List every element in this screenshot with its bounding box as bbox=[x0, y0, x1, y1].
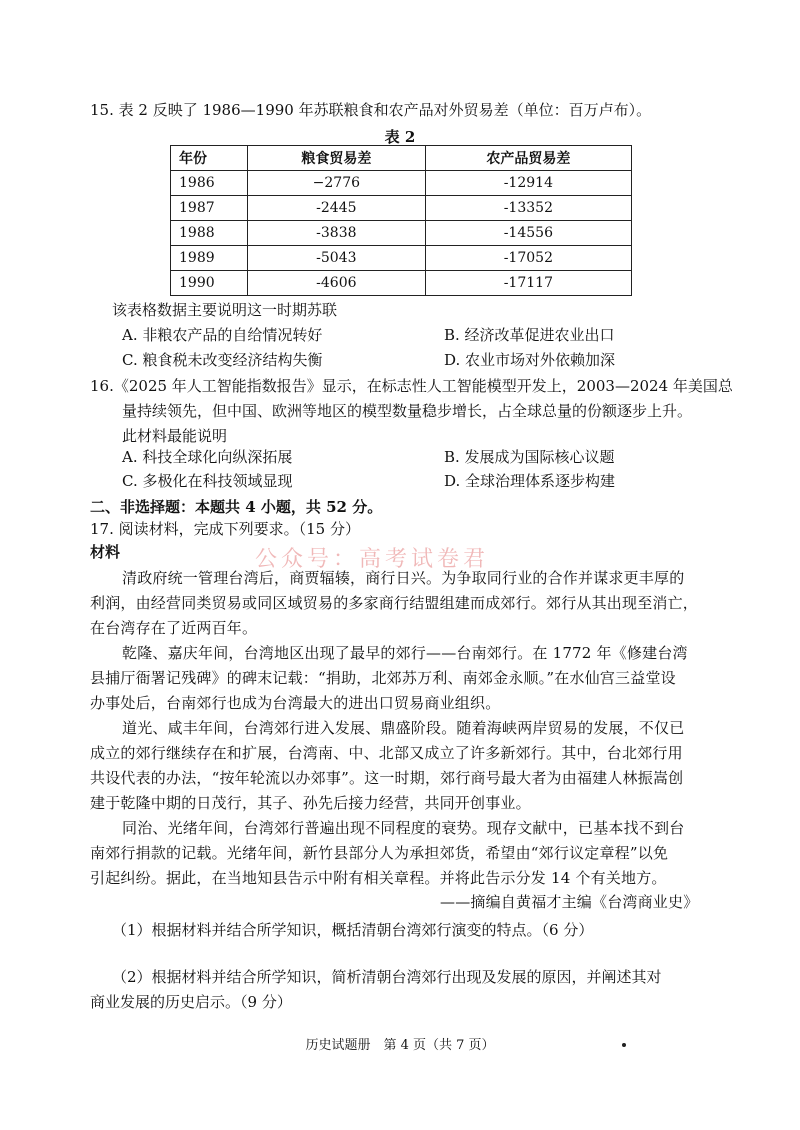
section-heading: 二、非选择题：本题共 4 小题，共 52 分。 bbox=[90, 498, 383, 516]
cell-year: 1989 bbox=[171, 246, 248, 271]
header-year: 年份 bbox=[171, 146, 248, 171]
q15-prompt: 该表格数据主要说明这一时期苏联 bbox=[112, 301, 338, 319]
q16-option-d: D. 全球治理体系逐步构建 bbox=[444, 472, 616, 490]
table-row bbox=[171, 246, 632, 271]
material-line: 引起纠纷。据此，在当地知县告示中附有相关章程。并将此告示分发 14 个有关地方。 bbox=[90, 869, 667, 887]
watermark: 公众号：高考试卷君 bbox=[255, 547, 490, 572]
ink-dot bbox=[622, 1043, 626, 1047]
q15-option-a: A. 非粮农产品的自给情况转好 bbox=[122, 326, 323, 344]
table-row bbox=[171, 196, 632, 221]
material-line: 利润，由经营同类贸易或同区域贸易的多家商行结盟组建而成郊行。郊行从其出现至消亡， bbox=[90, 594, 699, 612]
q17-stem: 17. 阅读材料，完成下列要求。（15 分） bbox=[90, 520, 360, 538]
q17-sub2-line2: 商业发展的历史启示。（9 分） bbox=[90, 993, 292, 1011]
q16-line1: 16.《2025 年人工智能指数报告》显示，在标志性人工智能模型开发上，2003—2024 年美国总 bbox=[90, 377, 733, 395]
cell-agri: -17052 bbox=[425, 246, 631, 271]
q16-line2: 量持续领先，但中国、欧洲等地区的模型数量稳步增长，占全球总量的份额逐步上升。 bbox=[122, 402, 693, 420]
material-line: 在台湾存在了近两百年。 bbox=[90, 619, 258, 637]
material-line: 共设代表的办法，“按年轮流以办郊事”。这一时期，郊行商号最大者为由福建人林振嵩创 bbox=[90, 769, 684, 787]
material-line: 建于乾隆中期的日茂行，其子、孙先后接力经营，共同开创事业。 bbox=[90, 794, 531, 812]
q16-option-a: A. 科技全球化向纵深拓展 bbox=[122, 448, 293, 466]
table-row bbox=[171, 271, 632, 296]
cell-grain: -2445 bbox=[248, 196, 426, 221]
cell-year: 1990 bbox=[171, 271, 248, 296]
q15-option-d: D. 农业市场对外依赖加深 bbox=[444, 351, 616, 369]
q16-option-c: C. 多极化在科技领域显现 bbox=[122, 472, 293, 490]
q16-option-b: B. 发展成为国际核心议题 bbox=[444, 448, 615, 466]
cell-grain: -4606 bbox=[248, 271, 426, 296]
cell-grain: -3838 bbox=[248, 221, 426, 246]
cell-grain: −2776 bbox=[248, 171, 426, 196]
material-line: 乾隆、嘉庆年间，台湾地区出现了最早的郊行——台南郊行。在 1772 年《修建台湾 bbox=[122, 644, 688, 662]
table-header-row bbox=[171, 146, 632, 171]
material-line: 办事处后，台南郊行也成为台湾最大的进出口贸易商业组织。 bbox=[90, 694, 501, 712]
cell-year: 1987 bbox=[171, 196, 248, 221]
material-source: ——摘编自黄福才主编《台湾商业史》 bbox=[440, 893, 699, 911]
cell-agri: -14556 bbox=[425, 221, 631, 246]
header-grain: 粮食贸易差 bbox=[248, 146, 426, 171]
material-line: 同治、光绪年间，台湾郊行普遍出现不同程度的衰势。现存文献中，已基本找不到台 bbox=[122, 819, 685, 837]
cell-agri: -12914 bbox=[425, 171, 631, 196]
q17-sub2-line1: （2）根据材料并结合所学知识，简析清朝台湾郊行出现及发展的原因，并阐述其对 bbox=[112, 968, 662, 986]
q17-sub1: （1）根据材料并结合所学知识，概括清朝台湾郊行演变的特点。（6 分） bbox=[112, 921, 594, 939]
material-line: 南郊行捐款的记载。光绪年间，新竹县部分人为承担郊货，希望由“郊行议定章程”以免 bbox=[90, 844, 669, 862]
cell-agri: -17117 bbox=[425, 271, 631, 296]
cell-grain: -5043 bbox=[248, 246, 426, 271]
q15-option-b: B. 经济改革促进农业出口 bbox=[444, 326, 615, 344]
table-row bbox=[171, 171, 632, 196]
material-label: 材料 bbox=[90, 543, 121, 561]
material-line: 成立的郊行继续存在和扩展，台湾南、中、北部又成立了许多新郊行。其中，台北郊行用 bbox=[90, 744, 683, 762]
trade-deficit-table bbox=[170, 145, 632, 296]
material-line: 清政府统一管理台湾后，商贾辐辏，商行日兴。为争取同行业的合作并谋求更丰厚的 bbox=[122, 569, 685, 587]
cell-year: 1988 bbox=[171, 221, 248, 246]
q16-line3: 此材料最能说明 bbox=[122, 427, 228, 445]
cell-agri: -13352 bbox=[425, 196, 631, 221]
page-footer: 历史试题册 第 4 页（共 7 页） bbox=[305, 1038, 495, 1053]
material-line: 县捕厅衙署记残碑》的碑末记载：“捐助，北郊苏万利、南郊金永顺。”在水仙宫三益堂设 bbox=[90, 669, 676, 687]
material-line: 道光、咸丰年间，台湾郊行进入发展、鼎盛阶段。随着海峡两岸贸易的发展，不仅已 bbox=[122, 719, 685, 737]
table-title: 表 2 bbox=[384, 128, 416, 146]
table-row bbox=[171, 221, 632, 246]
q15-option-c: C. 粮食税未改变经济结构失衡 bbox=[122, 351, 323, 369]
header-agri: 农产品贸易差 bbox=[425, 146, 631, 171]
cell-year: 1986 bbox=[171, 171, 248, 196]
q15-stem: 15. 表 2 反映了 1986—1990 年苏联粮食和农产品对外贸易差（单位：百万卢布）。 bbox=[90, 101, 652, 119]
